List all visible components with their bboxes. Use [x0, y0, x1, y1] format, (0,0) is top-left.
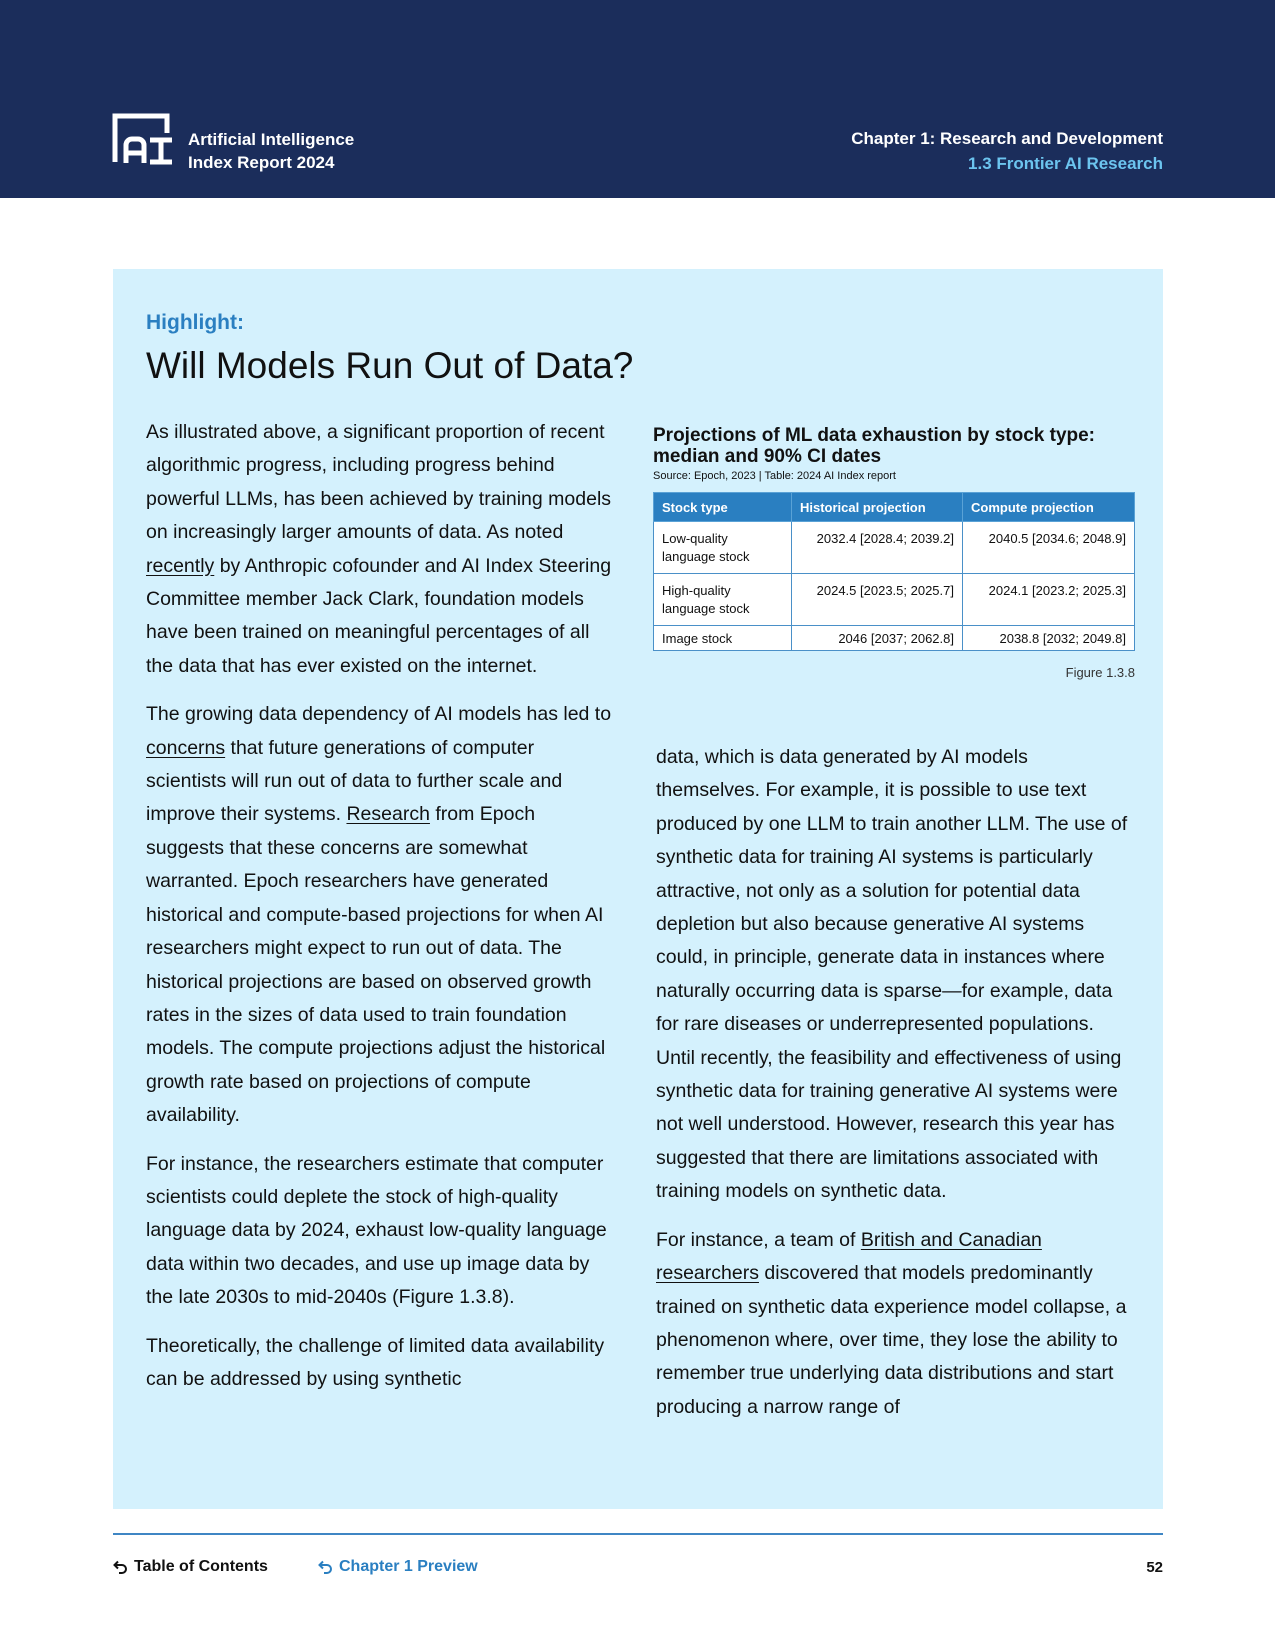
link-british-canadian-researchers[interactable]: British and Canadian researchers — [656, 1228, 1042, 1285]
column-header-historical: Historical projection — [792, 493, 963, 522]
chapter-title: Chapter 1: Research and Development — [851, 129, 1163, 148]
text-span: from Epoch suggests that these concerns are somewhat warranted. Epoch researchers have generated historical and compute-based projections for when AI researchers might expect to run out of data. The historical projections are based on observed growth rates in the sizes of data used to train foundation models. The compute projections adjust the historical growth rate based on projections of compute availability. — [146, 803, 606, 1127]
return-arrow-icon — [112, 1559, 128, 1575]
text-span: As illustrated above, a significant proportion of recent algorithmic progress, including progress behind powerful LLMs, has been achieved by training models on increasingly larger amounts of data. As noted — [146, 421, 612, 544]
brand-line-2: Index Report 2024 — [188, 153, 335, 172]
brand-line-1: Artificial Intelligence — [188, 130, 355, 149]
paragraph — [146, 698, 616, 1132]
left-column — [146, 416, 616, 1411]
chapter-heading — [851, 126, 1163, 176]
paragraph — [146, 416, 616, 683]
text-span: For instance, a team of — [656, 1228, 861, 1251]
paragraph — [656, 741, 1131, 1209]
cell-stock-type: Low-quality language stock — [654, 522, 792, 574]
highlight-box — [113, 269, 1163, 1509]
cell-compute: 2024.1 [2023.2; 2025.3] — [963, 574, 1135, 626]
link-recently[interactable]: recently — [146, 554, 215, 577]
table-header-row — [654, 493, 1135, 522]
table-row — [654, 626, 1135, 651]
cell-compute: 2038.8 [2032; 2049.8] — [963, 626, 1135, 651]
right-column — [656, 741, 1131, 1439]
highlight-label: Highlight: — [146, 311, 244, 334]
chapter-preview-label: Chapter 1 Preview — [339, 1558, 478, 1575]
return-arrow-icon — [317, 1559, 333, 1575]
paragraph — [656, 1224, 1131, 1424]
column-header-stock-type: Stock type — [654, 493, 792, 522]
highlight-title: Will Models Run Out of Data? — [146, 345, 634, 386]
figure-title: Projections of ML data exhaustion by stock type: median and 90% CI dates — [653, 425, 1096, 467]
figure-source: Source: Epoch, 2023 | Table: 2024 AI Index report — [653, 470, 896, 482]
cell-historical: 2032.4 [2028.4; 2039.2] — [792, 522, 963, 574]
report-brand — [188, 128, 354, 174]
cell-compute: 2040.5 [2034.6; 2048.9] — [963, 522, 1135, 574]
cell-stock-type: High-quality language stock — [654, 574, 792, 626]
figure-caption: Figure 1.3.8 — [1065, 665, 1135, 680]
chapter-preview-link[interactable] — [317, 1558, 478, 1576]
table-row — [654, 522, 1135, 574]
text-span: The growing data dependency of AI models has led to — [146, 703, 612, 726]
toc-label: Table of Contents — [134, 1558, 268, 1575]
table-of-contents-link[interactable] — [112, 1558, 268, 1576]
paragraph — [146, 1330, 616, 1397]
text-span: data, which is data generated by AI models themselves. For example, it is possible to use text produced by one LLM to train another LLM. The use of synthetic data for training AI systems is particularly attractive, not only as a solution for potential data depletion but also because generative AI systems could, in principle, generate data in instances where naturally occurring data is sparse—for example, data for rare diseases or underrepresented populations. Until recently, the feasibility and effectiveness of using synthetic data for training generative AI systems were not well understood. However, research this year has suggested that there are limitations associated with training models on synthetic data. — [656, 746, 1128, 1203]
link-concerns[interactable]: concerns — [146, 736, 226, 759]
text-span: that future generations of computer scientists will run out of data to further scale and improve their systems. — [146, 736, 563, 826]
text-span: discovered that models predominantly trained on synthetic data experience model collapse, a phenomenon where, over time, they lose the ability to remember true underlying data distributions and start producing a narrow range of — [656, 1262, 1127, 1418]
cell-stock-type: Image stock — [654, 626, 792, 651]
footer-divider — [113, 1533, 1163, 1535]
page-header — [0, 0, 1275, 198]
ai-index-logo-icon — [112, 113, 174, 165]
link-research[interactable]: Research — [346, 803, 430, 826]
page-number: 52 — [1146, 1559, 1163, 1576]
text-span: For instance, the researchers estimate that computer scientists could deplete the stock of high-quality language data by 2024, exhaust low-quality language data within two decades, and use up image data by the late 2030s to mid-2040s (Figure 1.3.8). — [146, 1152, 607, 1309]
figure-1-3-8 — [653, 425, 1135, 680]
table-row — [654, 574, 1135, 626]
column-header-compute: Compute projection — [963, 493, 1135, 522]
text-span: by Anthropic cofounder and AI Index Steering Committee member Jack Clark, foundation models have been trained on meaningful percentages of all the data that has ever existed on the internet. — [146, 554, 612, 677]
data-exhaustion-table — [653, 492, 1135, 651]
text-span: Theoretically, the challenge of limited data availability can be addressed by using synthetic — [146, 1334, 605, 1390]
section-title: 1.3 Frontier AI Research — [968, 154, 1163, 173]
cell-historical: 2024.5 [2023.5; 2025.7] — [792, 574, 963, 626]
paragraph — [146, 1148, 616, 1315]
cell-historical: 2046 [2037; 2062.8] — [792, 626, 963, 651]
